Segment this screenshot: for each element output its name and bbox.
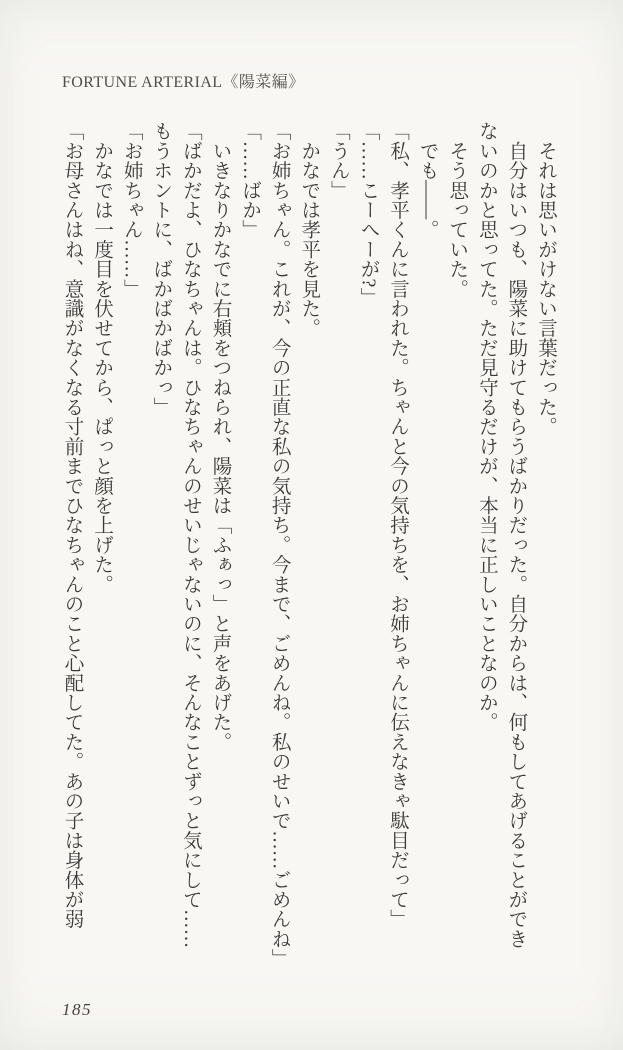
text-line: かなでは孝平を見た。 <box>298 121 320 338</box>
running-header: FORTUNE ARTERIAL《陽菜編》 <box>62 74 305 91</box>
text-line: それは思いがけない言葉だった。 <box>535 121 556 437</box>
text-line: 「ばかだよ、ひなちゃんは。ひなちゃんのせいじゃないのに、そんなことずっと気にして…… <box>179 121 201 949</box>
text-line: 「お姉ちゃん……」 <box>120 121 142 299</box>
text-line: もうホントに、ばかばかばかっ」 <box>150 121 172 417</box>
text-line: 「私、孝平くんに言われた。ちゃんと今の気持ちを、お姉ちゃんに伝えなきゃ駄目だって」 <box>387 121 409 929</box>
text-line: 「お母さんはね、意識がなくなる寸前までひなちゃんのこと心配してた。あの子は身体が弱 <box>61 121 83 929</box>
text-line: いきなりかなでに右頬をつねられ、陽菜は「ふぁっ」と声をあげた。 <box>209 121 231 752</box>
text-line: ないのかと思ってた。ただ見守るだけが、本当に正しいことなのか。 <box>475 121 497 732</box>
novel-text-block <box>56 121 560 969</box>
text-line: かなでは一度目を伏せてから、ぱっと顔を上げた。 <box>91 121 113 594</box>
page-number: 185 <box>62 1000 92 1019</box>
text-line: 「……ばか」 <box>239 121 261 240</box>
text-line: 「……こーへーが?」 <box>357 121 379 308</box>
text-line: 自分はいつも、陽菜に助けてもらうばかりだった。自分からは、何もしてあげることができ <box>505 121 527 949</box>
text-line: 「お姉ちゃん。これが、今の正直な私の気持ち。今まで、ごめんね。私のせいで……ごめんね」 <box>268 121 290 969</box>
text-line: でも――。 <box>416 121 438 240</box>
text-line: 「うん」 <box>327 121 349 200</box>
text-line: そう思っていた。 <box>446 121 468 299</box>
